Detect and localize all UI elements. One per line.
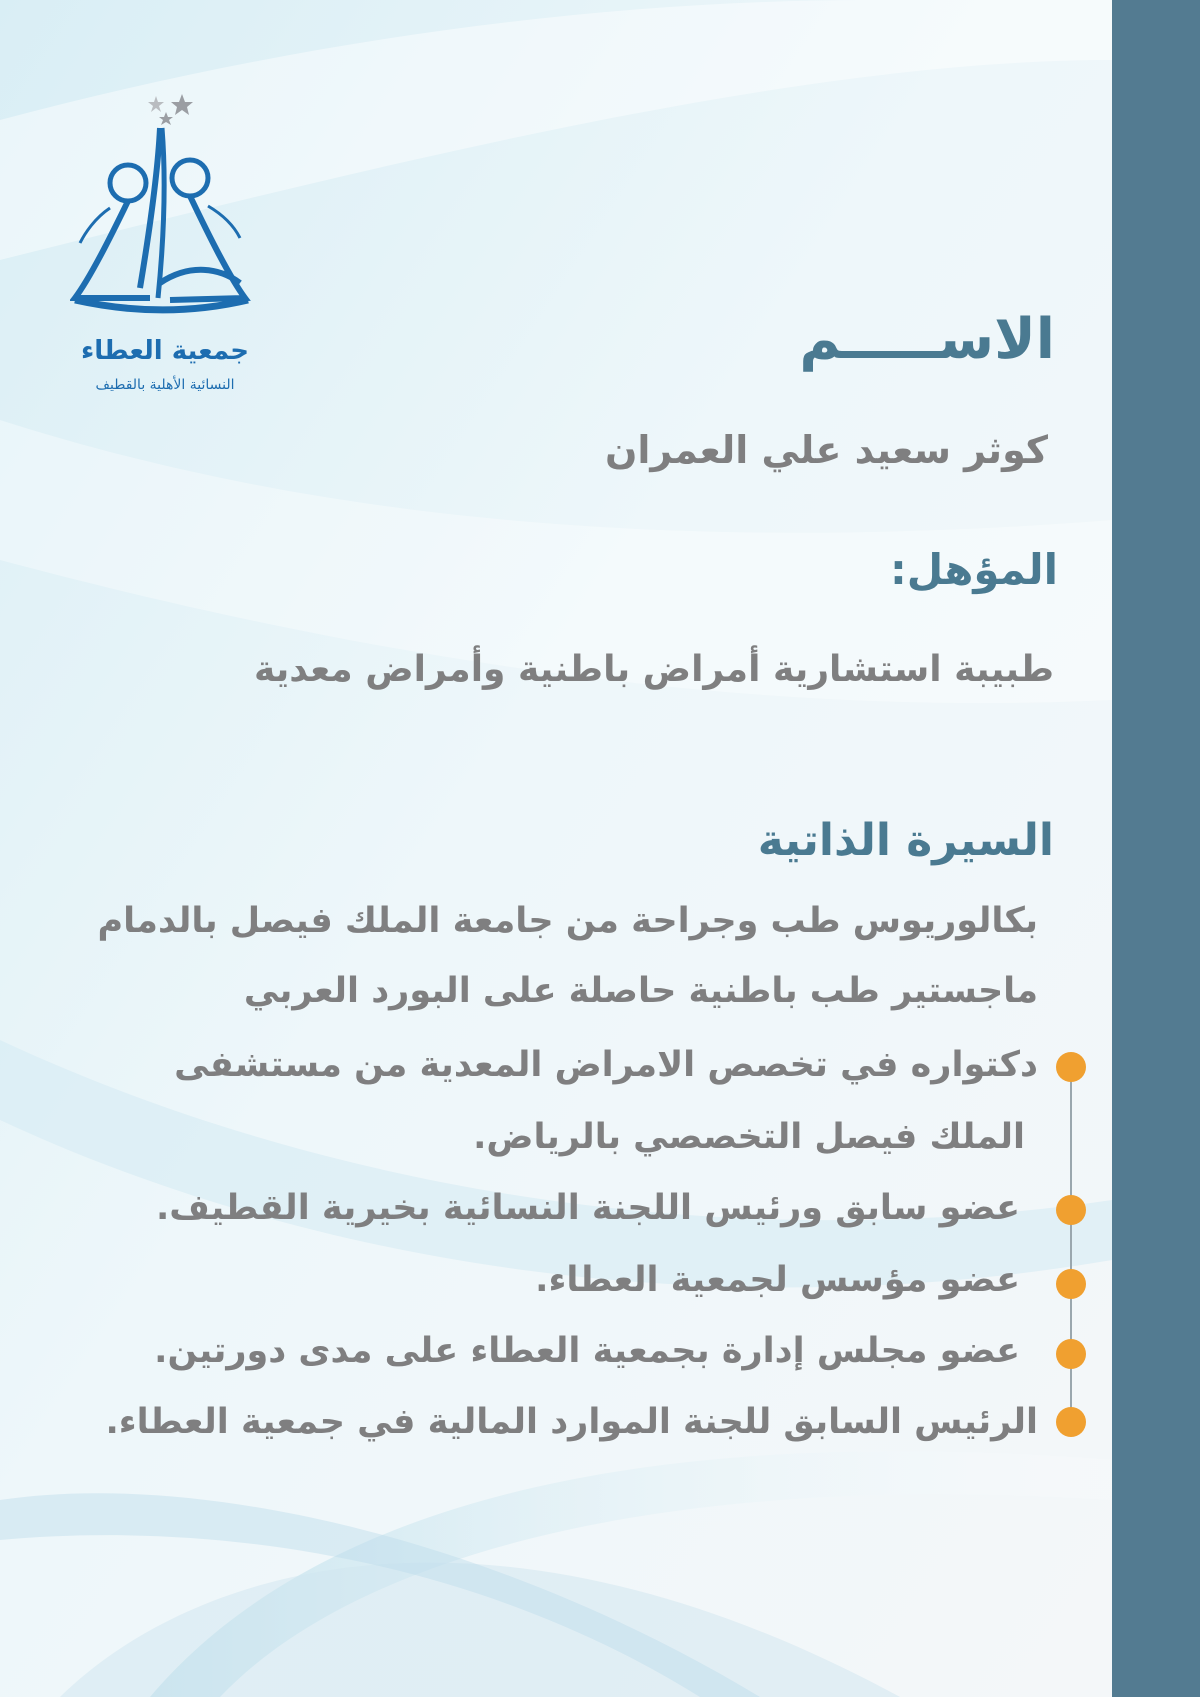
name-value: كوثر سعيد علي العمران — [604, 428, 1048, 472]
name-heading: الاســـــم — [799, 307, 1055, 372]
bio-line: عضو مؤسس لجمعية العطاء. — [535, 1260, 1020, 1300]
bio-line: الملك فيصل التخصصي بالرياض. — [473, 1117, 1025, 1157]
bio-line: عضو مجلس إدارة بجمعية العطاء على مدى دورتين. — [154, 1331, 1020, 1371]
organization-logo — [70, 88, 260, 408]
bio-line: بكالوريوس طب وجراحة من جامعة الملك فيصل بالدمام — [97, 901, 1038, 941]
bio-line: عضو سابق ورئيس اللجنة النسائية بخيرية القطيف. — [156, 1188, 1020, 1228]
bullet-timeline-line — [1070, 1065, 1072, 1425]
bullet-dot — [1056, 1407, 1086, 1437]
logo-organization-name: جمعية العطاء — [80, 336, 249, 366]
bio-line: الرئيس السابق للجنة الموارد المالية في جمعية العطاء. — [105, 1402, 1038, 1442]
bio-line: دكتواره في تخصص الامراض المعدية من مستشفى — [174, 1045, 1038, 1085]
logo-organization-subtitle: النسائية الأهلية بالقطيف — [95, 377, 235, 393]
bio-heading: السيرة الذاتية — [757, 815, 1054, 866]
qualification-heading: المؤهل: — [889, 545, 1058, 594]
bullet-dot — [1056, 1339, 1086, 1369]
bio-line: ماجستير طب باطنية حاصلة على البورد العربي — [243, 971, 1038, 1011]
qualification-value: طبيبة استشارية أمراض باطنية وأمراض معدية — [253, 649, 1054, 690]
stars-and-figures-logo-icon — [70, 88, 260, 328]
bullet-dot — [1056, 1052, 1086, 1082]
bullet-dot — [1056, 1269, 1086, 1299]
right-sidebar-band — [1112, 0, 1200, 1697]
bullet-dot — [1056, 1195, 1086, 1225]
